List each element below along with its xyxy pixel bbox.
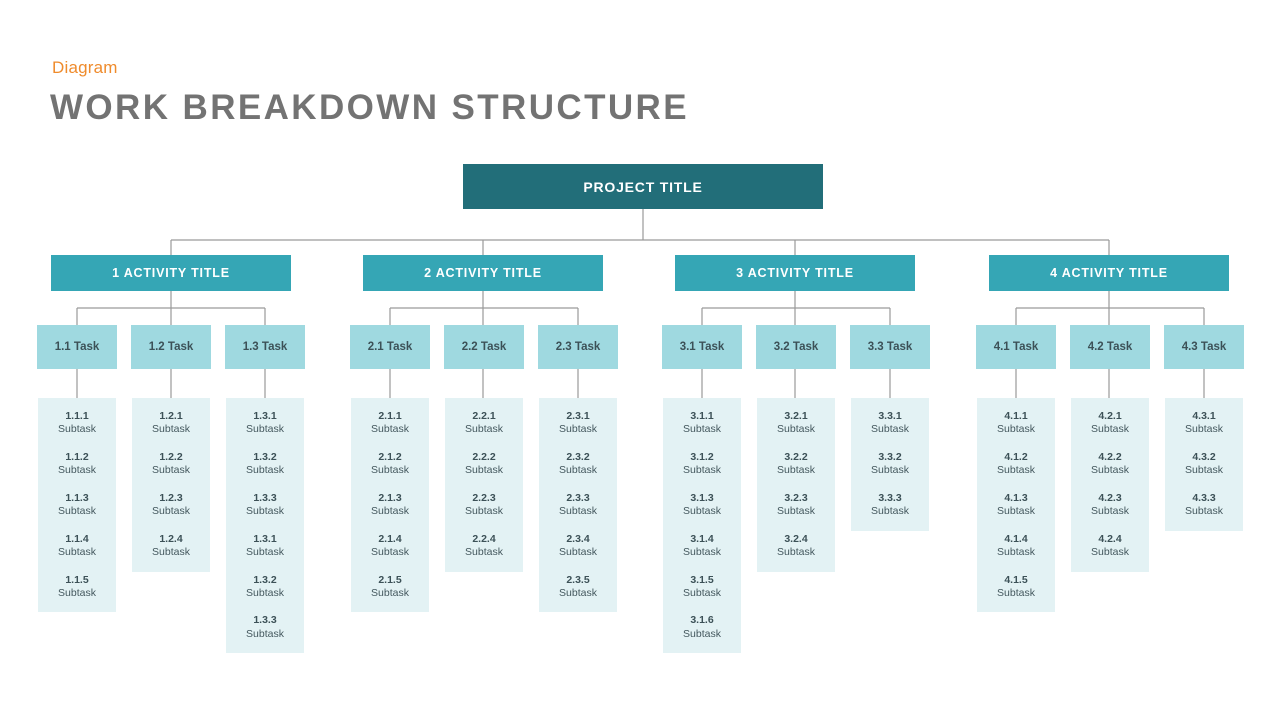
node-activity-3[interactable]: 3 ACTIVITY TITLE bbox=[675, 255, 915, 291]
page-title: WORK BREAKDOWN STRUCTURE bbox=[50, 88, 689, 127]
subtask-item[interactable] bbox=[38, 533, 116, 560]
subtask-code: 2.1.1 bbox=[378, 410, 402, 422]
subtask-code: 3.2.4 bbox=[784, 532, 808, 545]
subtask-column-3-1 bbox=[663, 398, 741, 653]
subtask-code: 1.3.2 bbox=[253, 573, 277, 586]
node-activity-1[interactable]: 1 ACTIVITY TITLE bbox=[51, 255, 291, 291]
subtask-code: 4.3.2 bbox=[1192, 450, 1216, 463]
subtask-label: Subtask bbox=[1091, 423, 1129, 436]
subtask-item[interactable] bbox=[226, 614, 304, 641]
subtask-code: 2.2.1 bbox=[472, 410, 496, 422]
subtask-item[interactable] bbox=[977, 533, 1055, 560]
subtask-code: 1.2.4 bbox=[159, 532, 183, 545]
subtask-label: Subtask bbox=[683, 546, 721, 559]
subtask-column-1-3 bbox=[226, 398, 304, 653]
subtask-code: 1.1.2 bbox=[65, 450, 89, 463]
subtask-code: 2.1.2 bbox=[378, 450, 402, 463]
subtask-label: Subtask bbox=[1185, 423, 1223, 436]
subtask-item[interactable] bbox=[226, 574, 304, 601]
subtask-label: Subtask bbox=[997, 586, 1035, 599]
subtask-code: 4.3.1 bbox=[1192, 410, 1216, 422]
subtask-label: Subtask bbox=[58, 586, 96, 599]
subtask-label: Subtask bbox=[559, 505, 597, 518]
subtask-item[interactable] bbox=[539, 492, 617, 519]
subtask-code: 1.1.4 bbox=[65, 532, 89, 545]
subtask-column-1-1 bbox=[38, 398, 116, 612]
subtask-code: 2.1.3 bbox=[378, 491, 402, 504]
node-task-4-1[interactable]: 4.1 Task bbox=[976, 325, 1056, 369]
subtask-item[interactable] bbox=[663, 574, 741, 601]
subtask-label: Subtask bbox=[683, 586, 721, 599]
subtask-item[interactable] bbox=[539, 410, 617, 437]
subtask-item[interactable] bbox=[445, 492, 523, 519]
node-task-3-1[interactable]: 3.1 Task bbox=[662, 325, 742, 369]
subtask-code: 3.1.2 bbox=[690, 450, 714, 463]
subtask-code: 1.3.3 bbox=[253, 491, 277, 504]
subtask-code: 1.3.1 bbox=[253, 410, 277, 422]
subtask-item[interactable] bbox=[851, 410, 929, 437]
subtask-code: 1.2.2 bbox=[159, 450, 183, 463]
subtask-code: 3.2.3 bbox=[784, 491, 808, 504]
subtask-label: Subtask bbox=[683, 464, 721, 477]
subtask-label: Subtask bbox=[246, 505, 284, 518]
subtask-label: Subtask bbox=[997, 423, 1035, 436]
slide-kicker: Diagram bbox=[52, 58, 118, 77]
subtask-label: Subtask bbox=[465, 546, 503, 559]
subtask-label: Subtask bbox=[683, 627, 721, 640]
subtask-item[interactable] bbox=[351, 574, 429, 601]
subtask-item[interactable] bbox=[1071, 492, 1149, 519]
node-activity-4[interactable]: 4 ACTIVITY TITLE bbox=[989, 255, 1229, 291]
subtask-label: Subtask bbox=[559, 586, 597, 599]
node-task-4-3[interactable]: 4.3 Task bbox=[1164, 325, 1244, 369]
node-task-3-3[interactable]: 3.3 Task bbox=[850, 325, 930, 369]
subtask-code: 2.1.5 bbox=[378, 573, 402, 586]
subtask-label: Subtask bbox=[152, 505, 190, 518]
subtask-item[interactable] bbox=[663, 451, 741, 478]
subtask-code: 4.1.4 bbox=[1004, 532, 1028, 545]
subtask-code: 2.2.2 bbox=[472, 450, 496, 463]
subtask-code: 1.1.1 bbox=[65, 410, 89, 422]
subtask-label: Subtask bbox=[997, 546, 1035, 559]
subtask-label: Subtask bbox=[58, 423, 96, 436]
subtask-label: Subtask bbox=[871, 505, 909, 518]
subtask-code: 2.3.4 bbox=[566, 532, 590, 545]
subtask-item[interactable] bbox=[663, 492, 741, 519]
subtask-label: Subtask bbox=[777, 546, 815, 559]
subtask-item[interactable] bbox=[226, 410, 304, 437]
subtask-code: 4.1.2 bbox=[1004, 450, 1028, 463]
subtask-label: Subtask bbox=[1185, 464, 1223, 477]
subtask-item[interactable] bbox=[977, 451, 1055, 478]
subtask-label: Subtask bbox=[58, 464, 96, 477]
subtask-label: Subtask bbox=[683, 505, 721, 518]
subtask-code: 1.1.5 bbox=[65, 573, 89, 586]
subtask-item[interactable] bbox=[1165, 451, 1243, 478]
subtask-code: 2.3.1 bbox=[566, 410, 590, 422]
subtask-item[interactable] bbox=[132, 410, 210, 437]
subtask-code: 3.1.5 bbox=[690, 573, 714, 586]
subtask-column-4-3 bbox=[1165, 398, 1243, 531]
subtask-label: Subtask bbox=[371, 586, 409, 599]
subtask-code: 1.3.2 bbox=[253, 450, 277, 463]
subtask-item[interactable] bbox=[757, 492, 835, 519]
subtask-label: Subtask bbox=[871, 423, 909, 436]
subtask-code: 2.3.3 bbox=[566, 491, 590, 504]
subtask-code: 3.3.2 bbox=[878, 450, 902, 463]
subtask-code: 4.2.2 bbox=[1098, 450, 1122, 463]
subtask-code: 2.2.4 bbox=[472, 532, 496, 545]
subtask-label: Subtask bbox=[246, 586, 284, 599]
subtask-column-2-3 bbox=[539, 398, 617, 612]
subtask-label: Subtask bbox=[683, 423, 721, 436]
subtask-column-2-2 bbox=[445, 398, 523, 572]
subtask-item[interactable] bbox=[851, 492, 929, 519]
subtask-item[interactable] bbox=[351, 492, 429, 519]
subtask-label: Subtask bbox=[997, 464, 1035, 477]
subtask-code: 1.3.1 bbox=[253, 532, 277, 545]
subtask-item[interactable] bbox=[445, 410, 523, 437]
subtask-label: Subtask bbox=[559, 546, 597, 559]
subtask-code: 2.2.3 bbox=[472, 491, 496, 504]
subtask-code: 3.3.3 bbox=[878, 491, 902, 504]
subtask-item[interactable] bbox=[351, 451, 429, 478]
subtask-code: 3.1.6 bbox=[690, 614, 714, 627]
subtask-item[interactable] bbox=[226, 492, 304, 519]
subtask-code: 1.3.3 bbox=[253, 614, 277, 627]
subtask-code: 1.2.1 bbox=[159, 410, 183, 422]
subtask-code: 3.1.3 bbox=[690, 491, 714, 504]
subtask-code: 4.2.1 bbox=[1098, 410, 1122, 422]
subtask-item[interactable] bbox=[1071, 410, 1149, 437]
subtask-label: Subtask bbox=[246, 627, 284, 640]
subtask-item[interactable] bbox=[539, 533, 617, 560]
node-task-1-1[interactable]: 1.1 Task bbox=[37, 325, 117, 369]
subtask-item[interactable] bbox=[38, 492, 116, 519]
subtask-item[interactable] bbox=[132, 533, 210, 560]
node-project-title[interactable]: PROJECT TITLE bbox=[463, 164, 823, 209]
subtask-label: Subtask bbox=[152, 546, 190, 559]
subtask-label: Subtask bbox=[246, 423, 284, 436]
subtask-code: 1.1.3 bbox=[65, 491, 89, 504]
subtask-label: Subtask bbox=[465, 423, 503, 436]
subtask-item[interactable] bbox=[445, 451, 523, 478]
subtask-label: Subtask bbox=[1185, 505, 1223, 518]
subtask-item[interactable] bbox=[1071, 533, 1149, 560]
subtask-item[interactable] bbox=[757, 410, 835, 437]
subtask-code: 2.3.5 bbox=[566, 573, 590, 586]
subtask-code: 3.1.4 bbox=[690, 532, 714, 545]
subtask-label: Subtask bbox=[58, 505, 96, 518]
subtask-label: Subtask bbox=[371, 546, 409, 559]
subtask-code: 4.2.3 bbox=[1098, 491, 1122, 504]
subtask-item[interactable] bbox=[38, 451, 116, 478]
subtask-label: Subtask bbox=[559, 464, 597, 477]
subtask-column-4-1 bbox=[977, 398, 1055, 612]
subtask-item[interactable] bbox=[226, 451, 304, 478]
subtask-item[interactable] bbox=[757, 451, 835, 478]
subtask-label: Subtask bbox=[465, 464, 503, 477]
subtask-item[interactable] bbox=[851, 451, 929, 478]
subtask-item[interactable] bbox=[539, 574, 617, 601]
subtask-item[interactable] bbox=[132, 451, 210, 478]
subtask-item[interactable] bbox=[977, 574, 1055, 601]
subtask-code: 1.2.3 bbox=[159, 491, 183, 504]
subtask-item[interactable] bbox=[1071, 451, 1149, 478]
subtask-code: 4.1.5 bbox=[1004, 573, 1028, 586]
node-task-3-2[interactable]: 3.2 Task bbox=[756, 325, 836, 369]
subtask-item[interactable] bbox=[663, 410, 741, 437]
subtask-label: Subtask bbox=[371, 464, 409, 477]
subtask-item[interactable] bbox=[757, 533, 835, 560]
node-task-4-2[interactable]: 4.2 Task bbox=[1070, 325, 1150, 369]
node-task-2-3[interactable]: 2.3 Task bbox=[538, 325, 618, 369]
subtask-label: Subtask bbox=[465, 505, 503, 518]
subtask-label: Subtask bbox=[777, 423, 815, 436]
subtask-item[interactable] bbox=[663, 614, 741, 641]
subtask-item[interactable] bbox=[1165, 410, 1243, 437]
subtask-item[interactable] bbox=[977, 492, 1055, 519]
subtask-code: 3.1.1 bbox=[690, 410, 714, 422]
subtask-label: Subtask bbox=[246, 546, 284, 559]
node-task-2-2[interactable]: 2.2 Task bbox=[444, 325, 524, 369]
node-activity-2[interactable]: 2 ACTIVITY TITLE bbox=[363, 255, 603, 291]
subtask-label: Subtask bbox=[777, 464, 815, 477]
subtask-column-3-3 bbox=[851, 398, 929, 531]
subtask-item[interactable] bbox=[445, 533, 523, 560]
subtask-item[interactable] bbox=[226, 533, 304, 560]
subtask-item[interactable] bbox=[351, 533, 429, 560]
subtask-label: Subtask bbox=[1091, 546, 1129, 559]
subtask-code: 3.2.1 bbox=[784, 410, 808, 422]
subtask-label: Subtask bbox=[1091, 464, 1129, 477]
subtask-item[interactable] bbox=[38, 410, 116, 437]
node-task-1-2[interactable]: 1.2 Task bbox=[131, 325, 211, 369]
subtask-label: Subtask bbox=[152, 423, 190, 436]
subtask-item[interactable] bbox=[1165, 492, 1243, 519]
subtask-code: 3.2.2 bbox=[784, 450, 808, 463]
subtask-label: Subtask bbox=[58, 546, 96, 559]
subtask-label: Subtask bbox=[1091, 505, 1129, 518]
subtask-item[interactable] bbox=[539, 451, 617, 478]
node-task-2-1[interactable]: 2.1 Task bbox=[350, 325, 430, 369]
subtask-label: Subtask bbox=[997, 505, 1035, 518]
subtask-code: 3.3.1 bbox=[878, 410, 902, 422]
subtask-code: 4.1.1 bbox=[1004, 410, 1028, 422]
subtask-item[interactable] bbox=[351, 410, 429, 437]
subtask-column-4-2 bbox=[1071, 398, 1149, 572]
subtask-label: Subtask bbox=[152, 464, 190, 477]
subtask-label: Subtask bbox=[371, 423, 409, 436]
node-task-1-3[interactable]: 1.3 Task bbox=[225, 325, 305, 369]
subtask-label: Subtask bbox=[246, 464, 284, 477]
subtask-column-3-2 bbox=[757, 398, 835, 572]
subtask-item[interactable] bbox=[132, 492, 210, 519]
subtask-code: 4.2.4 bbox=[1098, 532, 1122, 545]
subtask-code: 4.1.3 bbox=[1004, 491, 1028, 504]
subtask-label: Subtask bbox=[559, 423, 597, 436]
subtask-item[interactable] bbox=[663, 533, 741, 560]
subtask-item[interactable] bbox=[977, 410, 1055, 437]
subtask-item[interactable] bbox=[38, 574, 116, 601]
subtask-label: Subtask bbox=[371, 505, 409, 518]
subtask-code: 2.3.2 bbox=[566, 450, 590, 463]
subtask-code: 2.1.4 bbox=[378, 532, 402, 545]
subtask-column-1-2 bbox=[132, 398, 210, 572]
subtask-code: 4.3.3 bbox=[1192, 491, 1216, 504]
subtask-column-2-1 bbox=[351, 398, 429, 612]
subtask-label: Subtask bbox=[871, 464, 909, 477]
subtask-label: Subtask bbox=[777, 505, 815, 518]
